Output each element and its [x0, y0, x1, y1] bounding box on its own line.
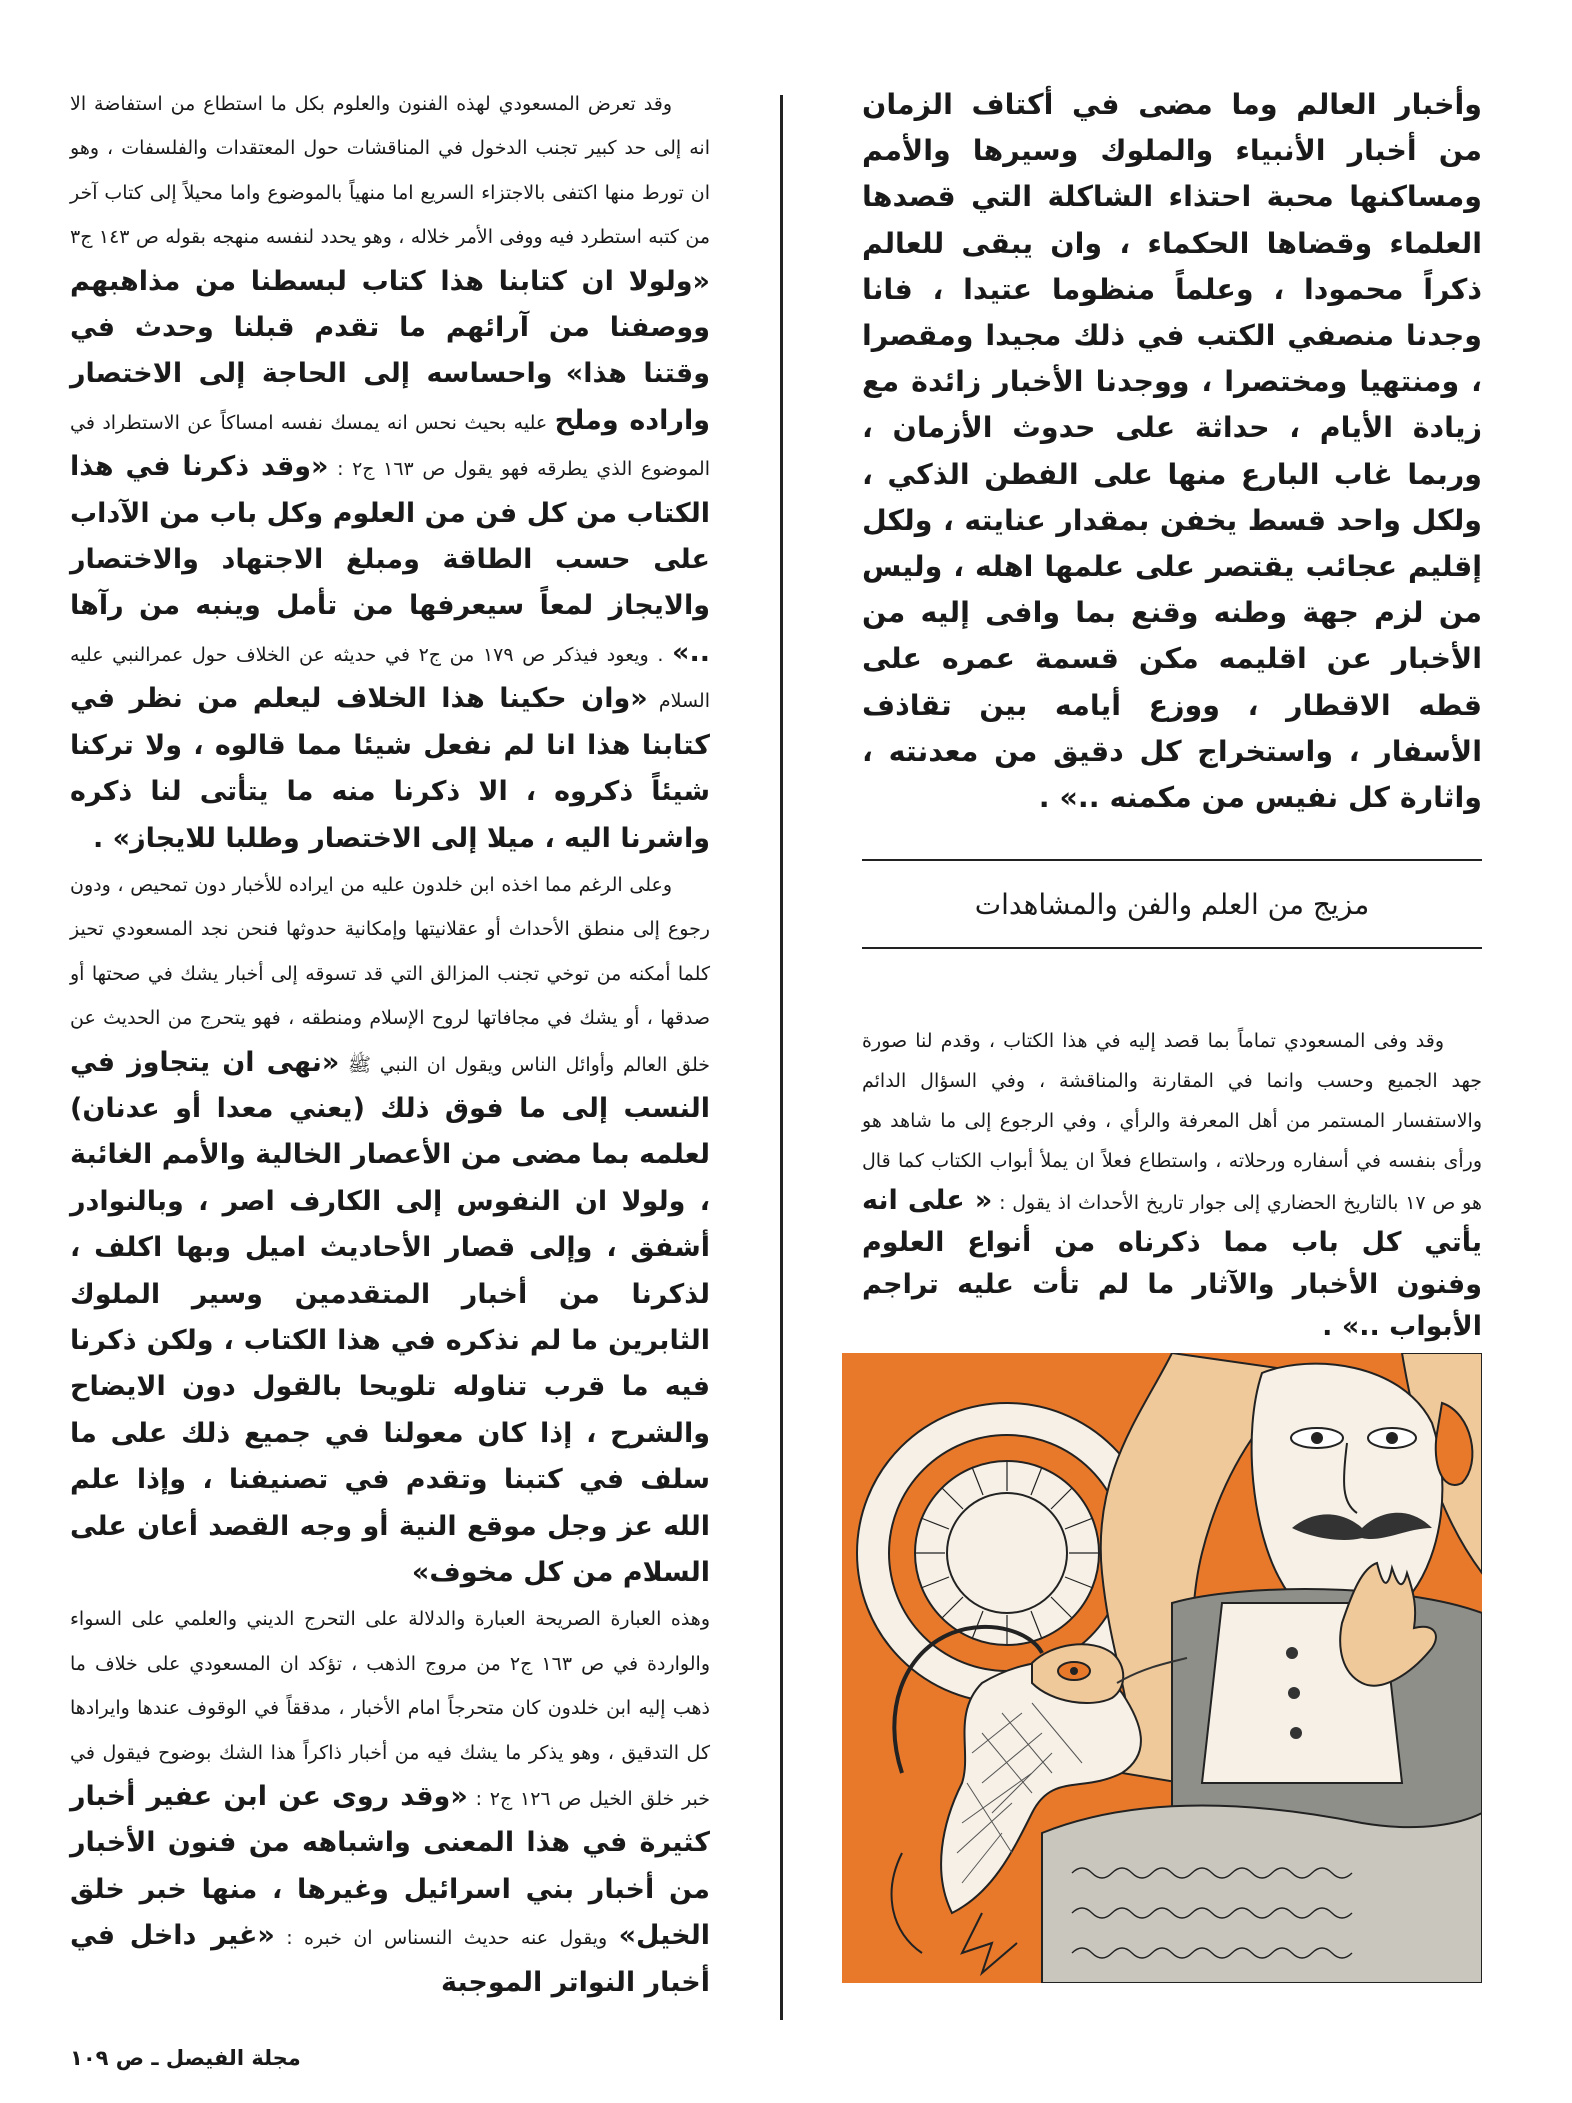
p3-quote-2: «غير داخل في أخبار النواتر الموجبة [70, 1920, 710, 1998]
left-column [70, 82, 710, 2007]
right-column [862, 82, 1482, 1349]
section-paragraph [862, 1021, 1482, 1349]
p1-mid-bold: واحساسه إلى الحاجة إلى الاختصار واراده وملح [70, 358, 710, 436]
section-quote: « على انه يأتي كل باب مما ذكرناه من أنواع العلوم وفنون الأخبار والآثار ما لم تأت عليه تراجم الأبواب ..» . [862, 1185, 1482, 1343]
p2-text: وعلى الرغم مما اخذه ابن خلدون عليه من ايراده للأخبار دون تمحيص ، ودون رجوع إلى منطق الأحداث أو عقلانيتها وإمكانية حدوثها فنحن نجد المسعودي تحيز كلما أمكنه من توخي تجنب المزالق التي قد تسوقه إلى أخبار يشك في صحتها أو صدقها ، أو يشك في مجافاتها لروح الإسلام ومنطقه ، فهو يتحرج من الحديث عن خلق العالم وأوائل الناس ويقول ان النبي ﷺ [70, 873, 710, 1076]
p1-quote: «ولولا ان كتابنا هذا كتاب لبسطنا من مذاهبهم ووصفنا من آرائهم ما تقدم قبلنا وحدث في وقتنا هذا» [70, 265, 710, 390]
column-divider [780, 95, 783, 2020]
section-body [862, 1021, 1482, 1349]
p3-text: وهذه العبارة الصريحة العبارة والدلالة على التحرج الديني والعلمي على السواء والواردة في ص ١٦٣ ج٢ من مروج الذهب ، تؤكد ان المسعودي على خلاف ما ذهب إليه ابن خلدون كان متحرجاً امام الأخبار ، مدققاً في الوقوف عندها وايرادها كل التدقيق ، وهو يذكر ما يشك فيه من أخبار ذاكراً هذا الشك بوضوح فيقول في خبر خلق الخيل ص ١٢٦ ج٢ : [70, 1608, 710, 1811]
left-paragraph-3 [70, 1597, 710, 2007]
p3-quote: «وقد روى عن ابن عفير أخبار كثيرة في هذا المعنى واشباهه من فنون الأخبار من أخبار بني اسرائيل وغيرها ، منها خبر خلق الخيل» [70, 1781, 710, 1952]
illustration [842, 1353, 1482, 1983]
left-paragraph-1 [70, 82, 710, 863]
p3-text-2: ويقول عنه حديث النسناس ان خبره : [286, 1927, 608, 1950]
p1-text: وقد تعرض المسعودي لهذه الفنون والعلوم بكل ما استطاع من استفاضة الا انه إلى حد كبير تجنب الدخول في المناقشات حول المعتقدات والفلسفات ، وهو ان تورط منها اكتفى بالاجتزاء السريع اما منهياً بالموضوع واما محيلاً إلى كتاب آخر من كتبه استطرد فيه ووفى الأمر خلاله ، وهو يحدد لنفسه منهجه بقوله ص ١٤٣ ج٣ [70, 93, 710, 249]
left-paragraph-2 [70, 863, 710, 1598]
p2-quote: «نهى ان يتجاوز في النسب إلى ما فوق ذلك (يعني معدا أو عدنان) لعلمه بما مضى من الأعصار الخالية والأمم الغائبة ، ولولا ان النفوس إلى الكارف اصر ، وبالنوادر أشفق ، وإلى قصار الأحاديث اميل وبها اكلف ، لذكرنا من أخبار المتقدمين وسير الملوك الثابرين ما لم نذكره في هذا الكتاب ، ولكن ذكرنا فيه ما قرب تناوله تلويحا بالقول دون الايضاح والشرح ، إذا كان معولنا في جميع ذلك على ما سلف في كتبنا وتقدم في تصنيفنا ، وإذا علم الله عز وجل موقع النية أو وجه القصد أعان على السلام من كل مخوف» [70, 1046, 710, 1588]
p1-text-3: . ويعود فيذكر ص ١٧٩ من ج٢ في حديثه عن الخلاف حول عمرالنبي عليه السلام [70, 643, 710, 713]
section-heading: مزيج من العلم والفن والمشاهدات [974, 887, 1370, 921]
intro-paragraph: وأخبار العالم وما مضى في أكتاف الزمان من أخبار الأنبياء والملوك وسيرها والأمم ومساكنها محبة احتذاء الشاكلة التي قصدها العلماء وقضاها الحكماء ، وان يبقى للعالم ذكراً محمودا ، وعلماً منظوما عتيدا ، فانا وجدنا منصفي الكتب في ذلك مجيدا ومقصرا ، ومنتهيا ومختصرا ، ووجدنا الأخبار زائدة مع زيادة الأيام ، حداثة على حدوث الأزمان ، وربما غاب البارع منها على الفطن الذكي ، ولكل واحد قسط يخفن بمقدار عنايته ، ولكل إقليم عجائب يقتصر على علمها اهله ، وليس من لزم جهة وطنه وقنع بما وافى إليه من الأخبار عن اقليمه مكن قسمة عمره على قطه الاقطار ، ووزع أيامه بين تقاذف الأسفار ، واستخراج كل دقيق من معدنته ، واثارة كل نفيس من مكمنه ..» . [862, 88, 1482, 815]
page-footer: مجلة الفيصل ـ ص ١٠٩ [70, 2046, 301, 2070]
p1-quote-3: «وان حكينا هذا الخلاف ليعلم من نظر في كتابنا هذا انا لم نفعل شيئا مما قالوه ، ولا تركنا شيئاً ذكروه ، الا ذكرنا منه ما يتأتى لنا ذكره واشرنا اليه ، ميلا إلى الاختصار وطلبا للايجاز» . [70, 683, 710, 854]
section-text: وقد وفى المسعودي تماماً بما قصد إليه في هذا الكتاب ، وقدم لنا صورة جهد الجميع وحسب وانما في المقارنة والمناقشة ، وفي السؤال الدائم والاستفسار المستمر من أهل المعرفة والرأي ، وفي الرجوع إلى ما شاهد هو ورأى بنفسه في أسفاره ورحلاته ، واستطاع فعلاً ان يملأ أبواب الكتاب كما قال هو ص ١٧ بالتاريخ الحضاري إلى جوار تاريخ الأحداث اذ يقول : [862, 1030, 1482, 1215]
p1-text-2: عليه بحيث نحس انه يمسك نفسه امساكاً عن الاستطراد في الموضوع الذي يطرقه فهو يقول ص ١٦٣ ج٢ : [70, 411, 711, 481]
section-heading-box [862, 859, 1482, 949]
face-shape [1252, 1364, 1443, 1615]
p1-quote-2: «وقد ذكرنا في هذا الكتاب من كل فن من العلوم وكل باب من الآداب على حسب الطاقة ومبلغ الاجتهاد والاختصار والايجاز لمعاً سيعرفها من تأمل وينبه من رآها ..» [70, 451, 710, 668]
